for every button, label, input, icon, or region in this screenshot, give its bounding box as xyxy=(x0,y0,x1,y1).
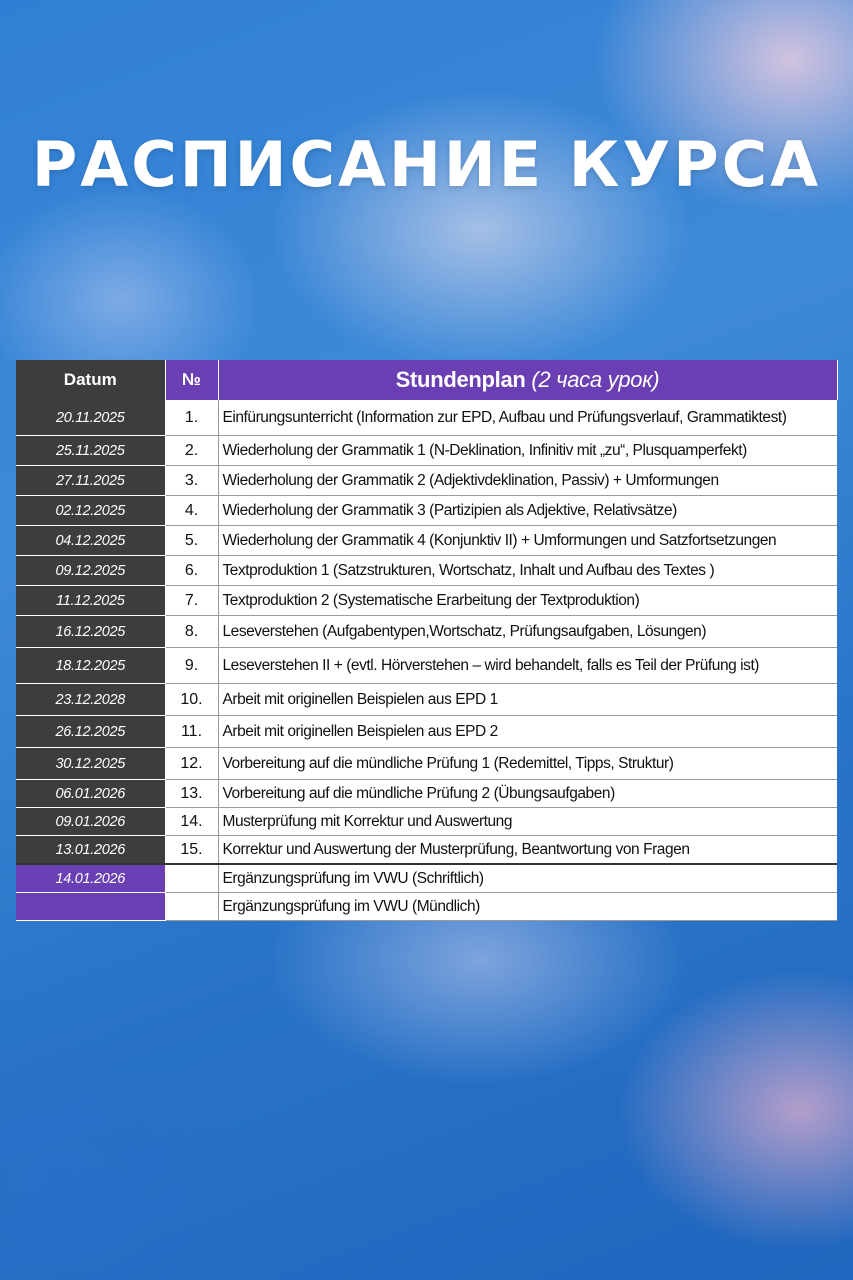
row-number: 3. xyxy=(165,466,218,496)
table-row xyxy=(16,716,837,748)
row-date: 16.12.2025 xyxy=(16,616,165,648)
row-date: 27.11.2025 xyxy=(16,466,165,496)
row-number: 4. xyxy=(165,496,218,526)
row-date: 09.01.2026 xyxy=(16,808,165,836)
row-number: 7. xyxy=(165,586,218,616)
table-row xyxy=(16,616,837,648)
row-number: 1. xyxy=(165,400,218,436)
row-topic: Wiederholung der Grammatik 1 (N-Deklination, Infinitiv mit „zu“, Plusquamperfekt) xyxy=(218,436,837,466)
table-row xyxy=(16,748,837,780)
row-topic: Leseverstehen II + (evtl. Hörverstehen – wird behandelt, falls es Teil der Prüfung ist) xyxy=(218,648,837,684)
row-topic: Korrektur und Auswertung der Musterprüfung, Beantwortung von Fragen xyxy=(218,836,837,865)
header-topic xyxy=(218,360,837,400)
row-date: 04.12.2025 xyxy=(16,526,165,556)
page-title: РАСПИСАНИЕ КУРСА xyxy=(31,128,822,201)
row-topic: Wiederholung der Grammatik 2 (Adjektivdeklination, Passiv) + Umformungen xyxy=(218,466,837,496)
table-row xyxy=(16,526,837,556)
row-topic: Vorbereitung auf die mündliche Prüfung 2 (Übungsaufgaben) xyxy=(218,780,837,808)
table-row xyxy=(16,780,837,808)
header-date: Datum xyxy=(16,360,165,400)
exam-row xyxy=(16,893,837,921)
exam-date: 14.01.2026 xyxy=(16,864,165,893)
schedule-table xyxy=(16,360,838,921)
table-row xyxy=(16,836,837,865)
row-date: 18.12.2025 xyxy=(16,648,165,684)
row-topic: Musterprüfung mit Korrektur und Auswertung xyxy=(218,808,837,836)
row-number: 15. xyxy=(165,836,218,865)
row-topic: Leseverstehen (Aufgabentypen,Wortschatz, Prüfungsaufgaben, Lösungen) xyxy=(218,616,837,648)
row-number: 9. xyxy=(165,648,218,684)
row-number: 6. xyxy=(165,556,218,586)
row-number: 10. xyxy=(165,684,218,716)
exam-number xyxy=(165,864,218,893)
row-date: 25.11.2025 xyxy=(16,436,165,466)
table-row xyxy=(16,436,837,466)
row-number: 5. xyxy=(165,526,218,556)
table-header-row xyxy=(16,360,837,400)
exam-number xyxy=(165,893,218,921)
header-number: № xyxy=(165,360,218,400)
exam-date xyxy=(16,893,165,921)
header-topic-label: Stundenplan xyxy=(395,367,526,392)
table-row xyxy=(16,556,837,586)
row-number: 11. xyxy=(165,716,218,748)
row-date: 30.12.2025 xyxy=(16,748,165,780)
table-row xyxy=(16,496,837,526)
table-row xyxy=(16,808,837,836)
row-topic: Textproduktion 1 (Satzstrukturen, Wortschatz, Inhalt und Aufbau des Textes ) xyxy=(218,556,837,586)
table-row xyxy=(16,586,837,616)
row-topic: Arbeit mit originellen Beispielen aus EPD 2 xyxy=(218,716,837,748)
exam-topic: Ergänzungsprüfung im VWU (Schriftlich) xyxy=(218,864,837,893)
row-topic: Vorbereitung auf die mündliche Prüfung 1 (Redemittel, Tipps, Struktur) xyxy=(218,748,837,780)
row-number: 2. xyxy=(165,436,218,466)
row-date: 26.12.2025 xyxy=(16,716,165,748)
table-row xyxy=(16,466,837,496)
row-date: 20.11.2025 xyxy=(16,400,165,436)
row-number: 13. xyxy=(165,780,218,808)
exam-topic: Ergänzungsprüfung im VWU (Mündlich) xyxy=(218,893,837,921)
row-date: 09.12.2025 xyxy=(16,556,165,586)
row-date: 02.12.2025 xyxy=(16,496,165,526)
row-date: 23.12.2028 xyxy=(16,684,165,716)
row-topic: Arbeit mit originellen Beispielen aus EPD 1 xyxy=(218,684,837,716)
table-row xyxy=(16,648,837,684)
header-topic-note: (2 часа урок) xyxy=(531,367,660,392)
row-topic: Wiederholung der Grammatik 3 (Partizipien als Adjektive, Relativsätze) xyxy=(218,496,837,526)
row-topic: Wiederholung der Grammatik 4 (Konjunktiv II) + Umformungen und Satzfortsetzungen xyxy=(218,526,837,556)
table-row xyxy=(16,400,837,436)
row-topic: Textproduktion 2 (Systematische Erarbeitung der Textproduktion) xyxy=(218,586,837,616)
row-number: 12. xyxy=(165,748,218,780)
row-topic: Einfürungsunterricht (Information zur EPD, Aufbau und Prüfungsverlauf, Grammatiktest) xyxy=(218,400,837,436)
table-row xyxy=(16,684,837,716)
row-number: 14. xyxy=(165,808,218,836)
row-date: 11.12.2025 xyxy=(16,586,165,616)
exam-row xyxy=(16,864,837,893)
row-number: 8. xyxy=(165,616,218,648)
row-date: 13.01.2026 xyxy=(16,836,165,865)
row-date: 06.01.2026 xyxy=(16,780,165,808)
